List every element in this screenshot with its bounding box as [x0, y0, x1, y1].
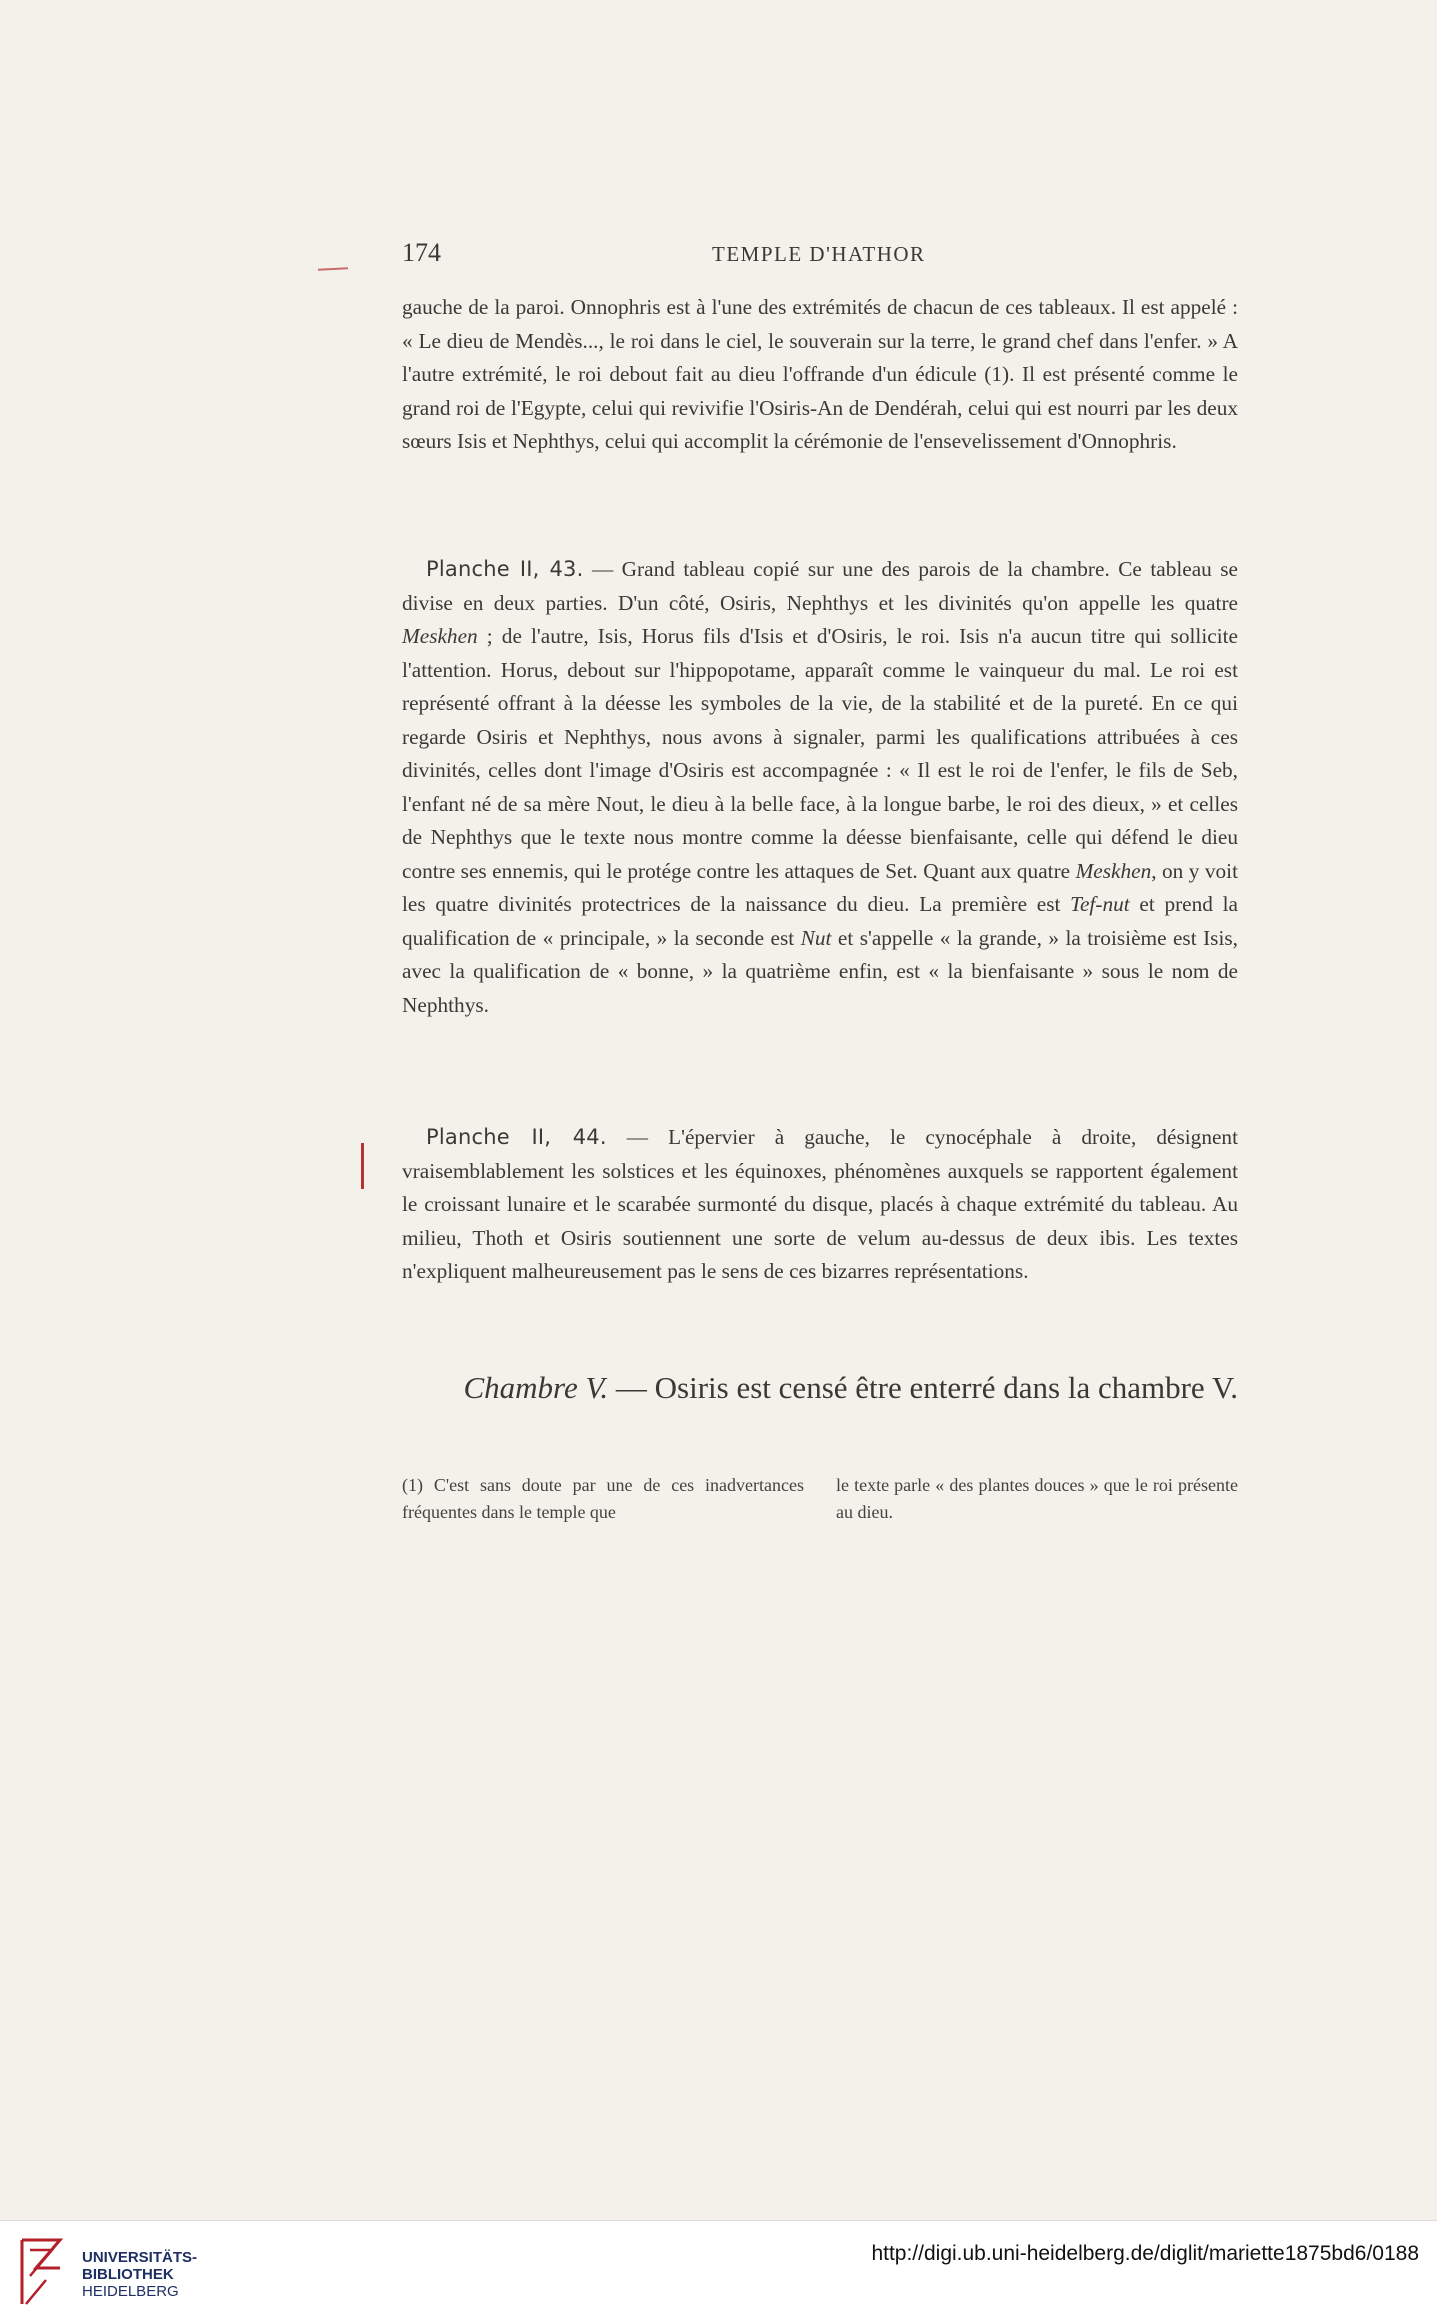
plate-44-paragraph — [402, 1121, 1238, 1289]
plate-44-block — [402, 1121, 1238, 1289]
plate-43-paragraph — [402, 553, 1238, 1022]
footnote-right-column — [836, 1472, 1238, 1526]
plate-43-text-c: , on y voit les quatre divinités protectrices de la naissance du dieu. La première est — [402, 858, 1238, 916]
plate-44-label: Planche II, 44. — [426, 1125, 607, 1149]
plate-43-text-b: ; de l'autre, Isis, Horus fils d'Isis et d'Osiris, le roi. Isis n'a aucun titre qui sollicite l'attention. Horus, debout sur l'hippopotame, apparaît comme le vainqueur du mal. Le roi est représenté offrant à la déesse les symboles de la vie, de la stabilité et de la pureté. En ce qui regarde Osiris et Nephthys, nous avons à signaler, parmi les qualifications attribuées à ces divinités, celles dont l'image d'Osiris est accompagnée : « Il est le roi de l'enfer, le fils de Seb, l'enfant né de sa mère Nout, le dieu à la belle face, à la longue barbe, le roi des dieux, » et celles de Nephthys que le texte nous montre comme la déesse bienfaisante, celle qui défend le dieu contre ses ennemis, qui le protége contre les attaques de Set. Quant aux quatre — [402, 624, 1238, 883]
chamber-heading — [430, 1368, 1238, 1408]
margin-red-line — [361, 1143, 364, 1189]
chamber-title: Chambre V. — [463, 1370, 609, 1405]
plate-43-label: Planche II, 43. — [426, 557, 584, 581]
running-title: TEMPLE D'HATHOR — [712, 242, 926, 266]
viewer-footer — [0, 2220, 1437, 2324]
chamber-text: — Osiris est censé être enterré dans la chambre V. — [608, 1370, 1238, 1405]
footnote-right-text: le texte parle « des plantes douces » que le roi présente au dieu. — [836, 1475, 1238, 1522]
plate-43-block — [402, 553, 1238, 1022]
library-name-line-1: UNIVERSITÄTS- — [82, 2249, 198, 2266]
running-head — [402, 238, 1238, 278]
plate-43-term-meskhen-2: Meskhen — [1075, 858, 1152, 883]
footnote-left-text: (1) C'est sans doute par une de ces inadvertances fréquentes dans le temple que — [402, 1475, 804, 1522]
plate-43-text-d: et prend la qualification de « principale, » la seconde est — [402, 892, 1238, 950]
plate-43-term-tef-nut: Tef-nut — [1070, 892, 1130, 916]
library-name-line-3: HEIDELBERG — [82, 2283, 179, 2300]
plate-43-text-a: — Grand tableau copié sur une des parois de la chambre. Ce tableau se divise en deux parties. D'un côté, Osiris, Nephthys et les divinités qu'on appelle les quatre — [402, 557, 1238, 615]
library-name-line-2: BIBLIOTHEK — [82, 2266, 174, 2283]
library-logo-icon[interactable] — [16, 2236, 68, 2308]
footnote-left-column — [402, 1472, 804, 1526]
permalink-url[interactable]: http://digi.ub.uni-heidelberg.de/diglit/mariette1875bd6/0188 — [871, 2242, 1419, 2265]
plate-43-term-nut: Nut — [800, 925, 832, 950]
intro-paragraph-block — [402, 291, 1238, 459]
plate-43-term-meskhen: Meskhen — [402, 624, 478, 648]
intro-paragraph: gauche de la paroi. Onnophris est à l'une des extrémités de chacun de ces tableaux. Il est appelé : « Le dieu de Mendès..., le roi dans le ciel, le souverain sur la terre, le grand chef dans l'enfer. » A l'autre extrémité, le roi debout fait au dieu l'offrande d'un édicule (1). Il est présenté comme le grand roi de l'Egypte, celui qui revivifie l'Osiris-An de Dendérah, celui qui est nourri par les deux sœurs Isis et Nephthys, celui qui accomplit la cérémonie de l'ensevelissement d'Onnophris. — [402, 295, 1238, 453]
plate-44-text: — L'épervier à gauche, le cynocéphale à droite, désignent vraisemblablement les solstices et les équinoxes, phénomènes auxquels se rapportent également le croissant lunaire et le scarabée surmonté du disque, placés à chaque extrémité du tableau. Au milieu, Thoth et Osiris soutiennent une sorte de velum au-dessus de deux ibis. Les textes n'expliquent malheureusement pas le sens de ces bizarres représentations. — [402, 1125, 1238, 1283]
page-number: 174 — [402, 238, 441, 267]
plate-43-text-e: et s'appelle « la grande, » la troisième est Isis, avec la qualification de « bonne, » la quatrième enfin, est « la bienfaisante » sous le nom de Nephthys. — [402, 925, 1238, 1017]
library-name — [82, 2249, 197, 2300]
margin-tick-mark — [318, 267, 348, 271]
